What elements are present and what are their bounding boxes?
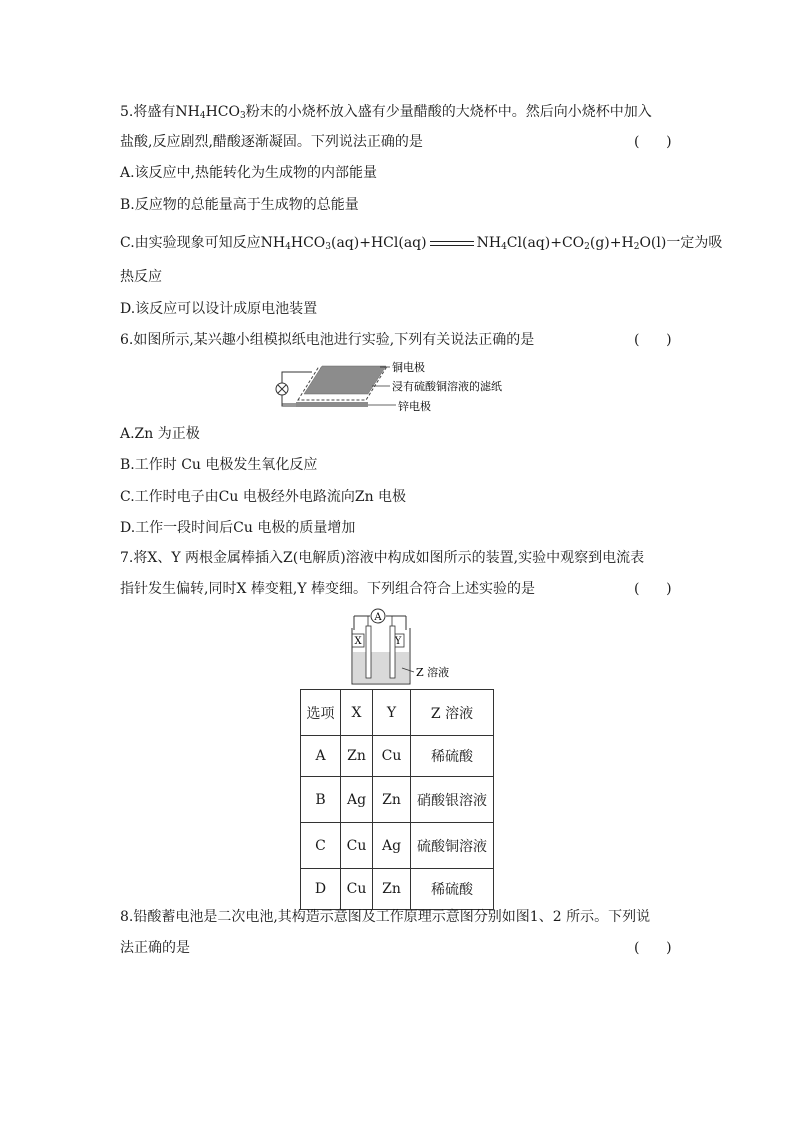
table-cell: A <box>301 736 341 777</box>
table-cell: B <box>301 777 341 823</box>
q6-answer-paren: ( ) <box>634 332 672 348</box>
table-cell: Cu <box>341 823 373 869</box>
q6-option-b: B.工作时 Cu 电极发生氧化反应 <box>120 457 318 473</box>
table-cell: Zn <box>373 869 411 910</box>
rod-y <box>390 626 395 678</box>
copper-electrode <box>304 366 386 394</box>
table-cell: Zn <box>341 736 373 777</box>
table-cell: C <box>301 823 341 869</box>
table-header-cell: X <box>341 690 373 736</box>
table-header-cell: 选项 <box>301 690 341 736</box>
q5-option-a: A.该反应中,热能转化为生成物的内部能量 <box>120 165 378 181</box>
table-cell: Cu <box>341 869 373 910</box>
table-cell: 硝酸银溶液 <box>411 777 494 823</box>
table-row <box>301 777 494 823</box>
q7-answer-paren: ( ) <box>634 581 672 597</box>
q7-options-table <box>300 689 494 910</box>
q8-answer-paren: ( ) <box>634 940 672 956</box>
label-copper-electrode: 铜电极 <box>392 361 425 374</box>
table-header-cell: Z 溶液 <box>411 690 494 736</box>
q5-option-d: D.该反应可以设计成原电池装置 <box>120 301 318 317</box>
table-row <box>301 823 494 869</box>
q5-option-b: B.反应物的总能量高于生成物的总能量 <box>120 197 359 213</box>
rod-y-label: Y <box>394 636 402 647</box>
equals-sign-double-bar <box>430 241 474 246</box>
q8-stem-line1: 8.铅酸蓄电池是二次电池,其构造示意图及工作原理示意图分别如图1、2 所示。下列说 <box>120 909 651 925</box>
table-cell: 稀硫酸 <box>411 869 494 910</box>
q7-stem-line2: 指针发生偏转,同时X 棒变粗,Y 棒变细。下列组合符合上述实验的是 <box>120 581 536 597</box>
q8-stem-line2: 法正确的是 <box>120 940 190 956</box>
q5-option-c: C.由实验现象可知反应$NH_4HCO_3(aq)+HCl(aq)$ $NH_4Cl(aq)+CO_2(g)+H_2O(l)$一定为吸 <box>120 235 723 252</box>
rod-x-label: X <box>354 636 362 647</box>
q5-option-c-line2: 热反应 <box>120 269 162 285</box>
z-solution-label: Z 溶液 <box>416 666 450 679</box>
table-cell: D <box>301 869 341 910</box>
table-header-cell: Y <box>373 690 411 736</box>
ammeter-label: A <box>374 612 382 623</box>
label-filter-paper: 浸有硫酸铜溶液的滤纸 <box>392 380 502 393</box>
q6-stem: 6.如图所示,某兴趣小组模拟纸电池进行实验,下列有关说法正确的是 <box>120 332 535 348</box>
table-header-row <box>301 690 494 736</box>
table-row <box>301 869 494 910</box>
table-cell: Cu <box>373 736 411 777</box>
z-solution <box>353 652 409 683</box>
label-zinc-electrode: 锌电极 <box>398 400 431 413</box>
table-row <box>301 736 494 777</box>
q5-stem-line1: 5.将盛有$NH_4HCO_3$粉末的小烧杯放入盛有少量醋酸的大烧杯中。然后向小烧杯中加入 <box>120 104 652 121</box>
paper-battery-figure <box>268 360 528 418</box>
q6-option-a: A.Zn 为正极 <box>120 426 200 442</box>
table-cell: 稀硫酸 <box>411 736 494 777</box>
rod-x <box>366 626 371 678</box>
table-cell: 硫酸铜溶液 <box>411 823 494 869</box>
q5-stem-line2: 盐酸,反应剧烈,醋酸逐渐凝固。下列说法正确的是 <box>120 134 423 150</box>
q7-stem-line1: 7.将X、Y 两根金属棒插入Z(电解质)溶液中构成如图所示的装置,实验中观察到电流表 <box>120 550 645 566</box>
zinc-electrode <box>296 402 368 407</box>
table-cell: Ag <box>341 777 373 823</box>
q5-answer-paren: ( ) <box>634 134 672 150</box>
table-cell: Zn <box>373 777 411 823</box>
electrolysis-cell-figure <box>340 604 470 690</box>
table-cell: Ag <box>373 823 411 869</box>
q6-option-c: C.工作时电子由Cu 电极经外电路流向Zn 电极 <box>120 489 407 505</box>
q6-option-d: D.工作一段时间后Cu 电极的质量增加 <box>120 520 356 536</box>
